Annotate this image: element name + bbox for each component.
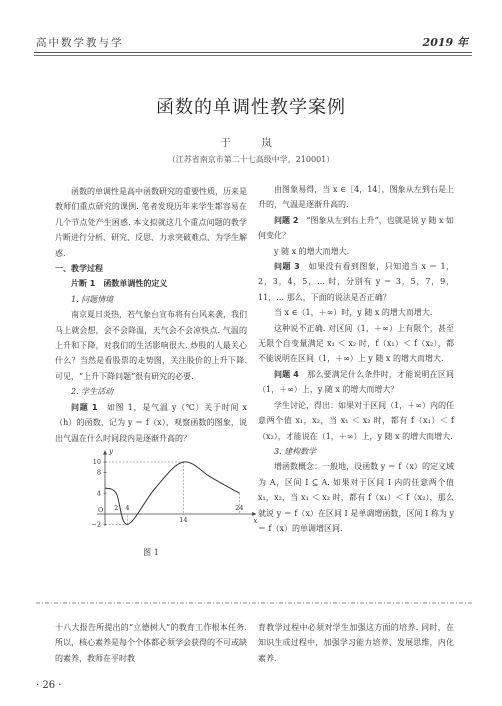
section-divider — [36, 601, 472, 605]
article-title: 函数的单调性教学案例 — [156, 97, 346, 118]
question-paragraph — [258, 213, 454, 244]
temperature-chart — [55, 447, 258, 540]
bottom-right-text — [258, 620, 454, 666]
fragment-heading: 片断 1 函数单调性的定义 — [71, 279, 168, 289]
body-paragraph: 这种说不正确. 对区间（1，＋∞）上有限个，甚至无限个自变量满足 x₁ ＜ x₂ 时，f（x₁）＜ f（x₂），都不能说明在区间（1，＋∞）上 y 随 x 的增大而增大. — [258, 323, 454, 364]
subsection-heading: 3. 建构数学 — [274, 446, 317, 456]
figure-caption: 图 1 — [143, 548, 159, 558]
section-heading: 一、教学过程 — [55, 264, 103, 274]
question-label: 问题 4 — [274, 369, 299, 379]
article-author: 于 岚 — [220, 137, 282, 149]
definition-paragraph: 增函数概念：一般地，设函数 y ＝ f（x）的定义域为 A，区间 I ⊆ A. 如果对于区间 I 内的任意两个值 x₁，x₂，当 x₁ ＜ x₂ 时，都有 f（x₁）＜ f（x₂），那么就说 y ＝ f（x）在区间 I 是单调增函数，区间 I 称为 y ＝ f（x）的单调增区间. — [258, 462, 454, 533]
header-rule — [34, 52, 472, 53]
question-text: “图象从左到右上升”，也就是说 y 随 x 如何变化？ — [258, 215, 455, 241]
question-label: 问题 2 — [274, 215, 299, 225]
body-paragraph: 当 x ∈（1，＋∞）时，y 随 x 的增大而增大. — [274, 308, 433, 318]
x-axis-label: x — [253, 516, 258, 525]
question-paragraph — [258, 367, 454, 398]
body-paragraph: y 随 x 的增大而增大. — [274, 246, 350, 256]
x-tick-label: 4 — [125, 503, 130, 512]
y-tick-label: 8 — [96, 468, 101, 477]
question-paragraph — [258, 259, 454, 305]
y-tick-label: 10 — [92, 458, 101, 467]
header-rule-thin — [34, 55, 472, 56]
bottom-left-text — [55, 620, 247, 666]
origin-label: O — [98, 505, 104, 514]
journal-name: 高中数学教与学 — [36, 37, 124, 49]
question-label: 问题 1 — [71, 402, 98, 412]
right-column — [258, 182, 454, 536]
y-axis-label: y — [109, 447, 113, 456]
question-paragraph — [55, 400, 247, 446]
y-tick-label: 4 — [96, 489, 101, 498]
body-paragraph: 学生讨论，得出：如果对于区间（1，＋∞）内的任意两个值 x₁，x₂，当 x₁ ＜ x₂ 时，都有 f（x₁）＜ f（x₂），才能说在（1，＋∞）上，y 随 x 的增大而增大. — [258, 400, 454, 441]
x-tick-label: 14 — [179, 515, 188, 524]
temperature-curve — [105, 462, 239, 525]
x-tick-label: 2 — [114, 503, 119, 512]
continued-paragraph: 育教学过程中必须对学生加强这方面的培养. 同时，在知识生成过程中，加强学习能力培养、发展思维，内化素养. — [258, 623, 454, 663]
question-text: 如图 1，是气温 y（℃）关于时间 x（h）的函数，记为 y ＝ f（x），观察函数的图象，说出气温在什么时间段内是逐渐升高的？ — [55, 402, 248, 443]
question-text: 如果没有看到图象，只知道当 x ＝ 1，2，3，4，5，… 时，分别有 y ＝ 3，5，7，9，11，… 那么，下面的说法是否正确？ — [258, 262, 454, 302]
figure-1 — [55, 447, 258, 561]
intro-paragraph: 函数的单调性是高中函数研究的重要性质，历来是教师们重点研究的课例. 笔者发现历年来学生都容易在几个节点处产生困惑. 本文拟就这几个重点问题的教学片断进行分析、研究、反思、力求突破难点、为学生解惑. — [55, 187, 247, 258]
question-label: 问题 3 — [274, 262, 300, 272]
left-column — [55, 184, 258, 561]
x-tick-label: 24 — [235, 503, 244, 512]
y-tick-label: −2 — [91, 520, 101, 529]
journal-year: 2019 年 — [422, 36, 468, 49]
page-number: · 26 · — [36, 680, 62, 691]
x-axis-arrow — [252, 512, 256, 516]
continued-paragraph: 十八大报告所提出的“立德树人”的教育工作根本任务. 所以，核心素养是每个个体都必须学会获得的不可或缺的素养，教师在平时教 — [55, 623, 247, 663]
subsection-heading: 1. 问题情境 — [71, 294, 114, 304]
article-affiliation: （江苏省南京市第二十七高级中学，210001） — [167, 155, 335, 164]
question-text: 那么要满足什么条件时，才能说明在区间（1，＋∞）上，y 随 x 的增大而增大？ — [258, 369, 455, 395]
body-paragraph: 由图象易得，当 x ∈［4，14］，图象从左到右是上升的，气温是逐渐升高的. — [258, 185, 454, 210]
body-paragraph: 南京夏日炎热，若气象台宣布将有台风来袭，我们马上就会想，会不会降温，天气会不会凉快点. 气温的上升和下降，对我们的生活影响很大. 炒股的人最关心什么？当然是看股票的走势图，关注股价的上升下降. 可见，“上升下降问题”很有研究的必要. — [55, 310, 247, 381]
y-axis-arrow — [103, 450, 107, 454]
subsection-heading: 2. 学生活动 — [71, 387, 114, 397]
